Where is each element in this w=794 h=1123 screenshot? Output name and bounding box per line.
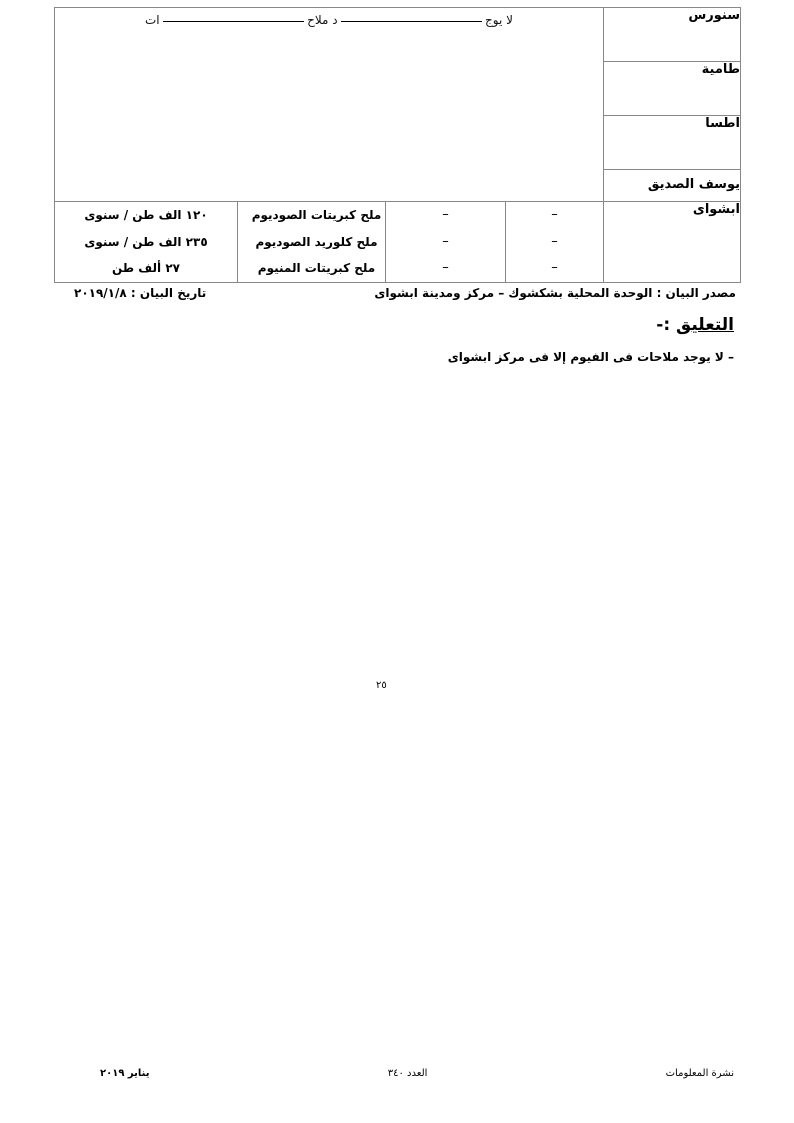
region-cell: يوسف الصديق <box>604 170 741 202</box>
table-cell: – <box>551 233 558 249</box>
comment-text: – لا يوجد ملاحات فى الفيوم إلا فى مركز ابشواى <box>447 350 734 364</box>
page-number: ٢٥ <box>376 680 387 691</box>
quantity: ٢٧ ألف طن <box>111 261 181 275</box>
footer-publication: نشرة المعلومات <box>665 1068 734 1079</box>
no-salts-note-cell <box>55 8 604 202</box>
table-cell: – <box>442 260 449 275</box>
no-salts-start: لا يوج <box>485 13 513 27</box>
ibshaway-region-cell: ابشواى <box>604 202 741 283</box>
footer-date: يناير ٢٠١٩ <box>100 1068 150 1079</box>
comment-title: التعليق <box>676 315 734 335</box>
region-cell: طامية <box>604 62 741 116</box>
region-cell: سنورس <box>604 8 741 62</box>
table-cell: – <box>551 207 558 222</box>
footer <box>100 1068 734 1079</box>
dash-line <box>163 21 304 22</box>
salt-production-table <box>54 7 741 283</box>
no-salts-middle: د ملاح <box>307 13 338 27</box>
data-source: مصدر البيان : الوحدة المحلية بشكشوك – مركز ومدينة ابشواى <box>374 286 736 300</box>
column-a-cell <box>506 202 604 283</box>
no-salts-note <box>145 13 513 27</box>
comment-suffix: :- <box>656 315 677 335</box>
dash-line <box>341 21 482 22</box>
quantity: ٢٣٥ الف طن / سنوى <box>84 234 208 249</box>
salt-type-cell <box>238 202 386 283</box>
quantity-cell <box>55 202 238 283</box>
region-cell: اطسا <box>604 116 741 170</box>
salt-type: ملح كبريتات الصوديوم <box>251 208 382 222</box>
comment-heading <box>656 315 734 335</box>
column-b-cell <box>386 202 506 283</box>
no-salts-end: ات <box>145 13 160 27</box>
table-cell: – <box>442 207 449 222</box>
footer-issue: العدد ٣٤٠ <box>387 1068 428 1079</box>
table-cell: – <box>442 233 449 249</box>
quantity: ١٢٠ الف طن / سنوى <box>84 208 208 222</box>
table-cell: – <box>551 260 558 275</box>
salt-type: ملح كبريتات المنيوم <box>257 261 376 275</box>
salt-type: ملح كلوريد الصوديوم <box>255 234 378 249</box>
source-line <box>74 286 736 300</box>
data-date: تاريخ البيان : ٢٠١٩/١/٨ <box>74 286 207 300</box>
